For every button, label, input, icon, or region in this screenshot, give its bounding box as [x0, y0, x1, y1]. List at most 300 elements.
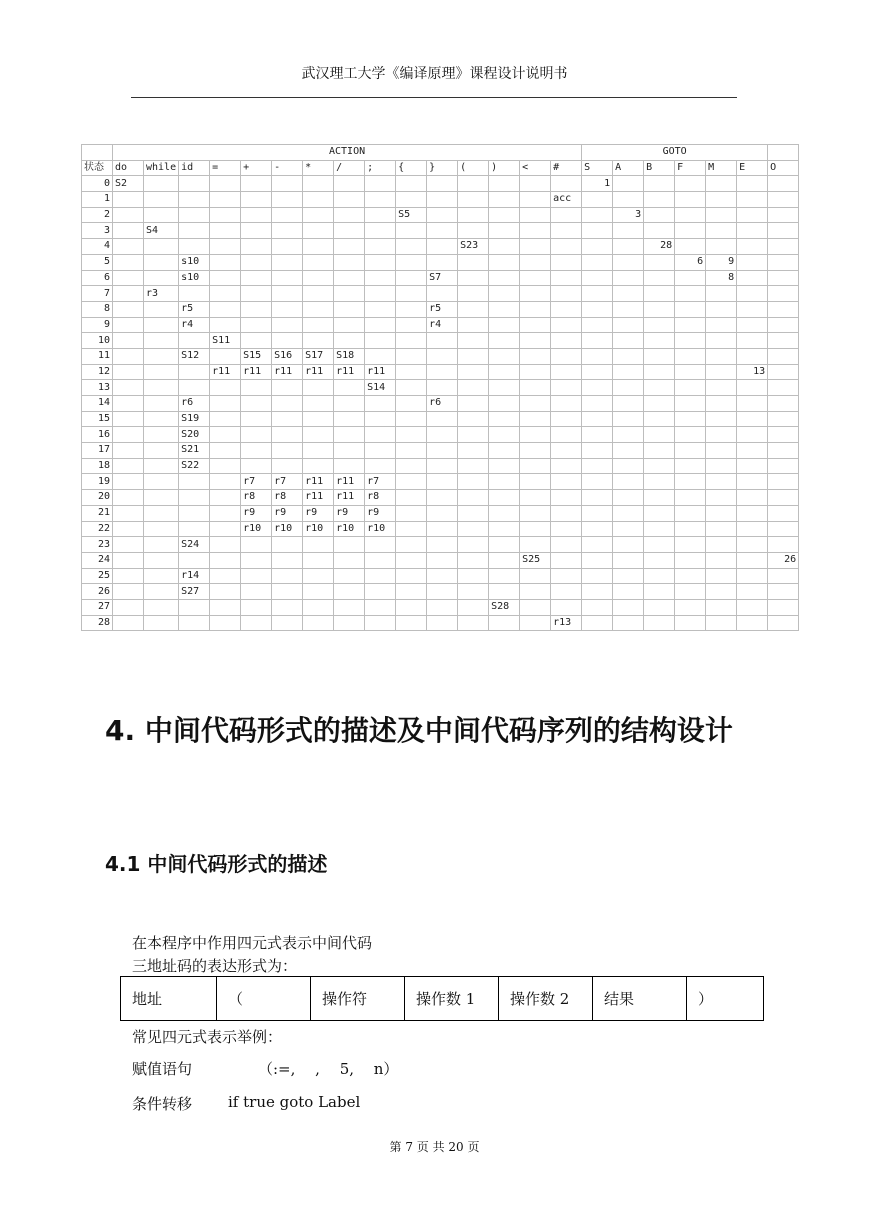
table-cell — [334, 270, 365, 286]
table-cell — [675, 584, 706, 600]
table-cell — [303, 286, 334, 302]
table-cell — [113, 348, 144, 364]
table-cell — [768, 599, 799, 615]
table-cell — [551, 207, 582, 223]
table-cell — [582, 396, 613, 412]
table-cell — [365, 443, 396, 459]
table-cell — [768, 207, 799, 223]
form-line: 三地址码的表达形式为： — [132, 957, 298, 975]
table-cell — [458, 176, 489, 192]
table-cell — [396, 521, 427, 537]
table-cell — [144, 254, 179, 270]
table-cell — [675, 348, 706, 364]
table-cell — [489, 584, 520, 600]
column-header: O — [768, 160, 799, 176]
table-cell — [303, 223, 334, 239]
table-cell — [365, 223, 396, 239]
table-cell — [551, 490, 582, 506]
table-cell — [365, 427, 396, 443]
table-cell — [179, 176, 210, 192]
table-cell — [737, 176, 768, 192]
table-cell — [210, 537, 241, 553]
state-cell: 25 — [82, 568, 113, 584]
table-cell: S19 — [179, 411, 210, 427]
table-cell — [272, 380, 303, 396]
quad-cell-result: 结果 — [593, 977, 687, 1021]
state-cell: 0 — [82, 176, 113, 192]
table-cell — [144, 458, 179, 474]
table-cell — [737, 552, 768, 568]
table-cell — [613, 490, 644, 506]
table-cell — [489, 286, 520, 302]
table-cell — [427, 333, 458, 349]
table-cell — [334, 317, 365, 333]
table-cell — [334, 458, 365, 474]
table-cell — [551, 552, 582, 568]
table-cell — [272, 396, 303, 412]
table-cell — [113, 411, 144, 427]
table-cell — [272, 584, 303, 600]
table-cell — [241, 537, 272, 553]
column-header: 状态 — [82, 160, 113, 176]
table-cell — [303, 192, 334, 208]
table-cell — [334, 286, 365, 302]
table-cell — [303, 537, 334, 553]
table-cell: r11 — [334, 364, 365, 380]
table-cell — [613, 301, 644, 317]
quad-cell-address: 地址 — [121, 977, 217, 1021]
table-cell — [144, 411, 179, 427]
table-cell — [644, 458, 675, 474]
table-cell — [582, 443, 613, 459]
table-cell: S18 — [334, 348, 365, 364]
table-cell — [427, 176, 458, 192]
table-cell: r9 — [272, 505, 303, 521]
table-cell — [489, 348, 520, 364]
state-cell: 17 — [82, 443, 113, 459]
table-cell — [179, 552, 210, 568]
table-cell — [113, 301, 144, 317]
table-cell: r7 — [272, 474, 303, 490]
state-cell: 16 — [82, 427, 113, 443]
table-cell — [272, 615, 303, 631]
table-cell — [427, 521, 458, 537]
table-cell — [737, 380, 768, 396]
table-cell — [272, 207, 303, 223]
table-cell — [396, 239, 427, 255]
table-cell: S15 — [241, 348, 272, 364]
table-cell — [520, 505, 551, 521]
table-cell — [675, 411, 706, 427]
quad-cell-operand2: 操作数 2 — [499, 977, 593, 1021]
table-cell — [241, 223, 272, 239]
group-blank-cell — [82, 145, 113, 161]
table-cell — [396, 301, 427, 317]
table-cell — [210, 254, 241, 270]
table-cell: 6 — [675, 254, 706, 270]
table-cell — [210, 239, 241, 255]
state-cell: 10 — [82, 333, 113, 349]
table-cell — [489, 474, 520, 490]
table-cell — [551, 458, 582, 474]
table-cell — [551, 443, 582, 459]
table-cell: s10 — [179, 270, 210, 286]
table-cell — [737, 333, 768, 349]
table-cell — [520, 615, 551, 631]
table-cell — [706, 223, 737, 239]
table-cell — [520, 584, 551, 600]
table-cell — [706, 427, 737, 443]
state-cell: 9 — [82, 317, 113, 333]
table-cell — [113, 599, 144, 615]
table-cell — [144, 474, 179, 490]
table-cell — [613, 380, 644, 396]
table-cell — [706, 333, 737, 349]
table-cell — [737, 615, 768, 631]
table-cell — [675, 317, 706, 333]
table-cell — [458, 207, 489, 223]
table-cell — [144, 505, 179, 521]
table-cell — [706, 490, 737, 506]
table-cell — [551, 317, 582, 333]
table-cell — [241, 599, 272, 615]
section-heading: 4. 中间代码形式的描述及中间代码序列的结构设计 — [105, 714, 733, 747]
table-cell — [737, 568, 768, 584]
table-row — [82, 286, 799, 302]
table-cell — [675, 537, 706, 553]
table-row — [82, 207, 799, 223]
table-cell — [551, 301, 582, 317]
table-cell — [396, 333, 427, 349]
table-cell: S4 — [144, 223, 179, 239]
table-cell — [675, 301, 706, 317]
table-cell — [768, 317, 799, 333]
table-row — [82, 192, 799, 208]
table-cell — [334, 568, 365, 584]
table-cell: r3 — [144, 286, 179, 302]
table-cell: r14 — [179, 568, 210, 584]
table-cell — [113, 396, 144, 412]
table-cell: 8 — [706, 270, 737, 286]
table-cell — [706, 192, 737, 208]
table-cell — [675, 176, 706, 192]
table-cell — [241, 207, 272, 223]
table-cell — [520, 521, 551, 537]
table-cell: S11 — [210, 333, 241, 349]
table-cell — [334, 254, 365, 270]
table-cell — [613, 364, 644, 380]
state-cell: 8 — [82, 301, 113, 317]
table-cell — [144, 301, 179, 317]
table-cell — [334, 333, 365, 349]
quad-cell-operator: 操作符 — [311, 977, 405, 1021]
table-cell — [613, 286, 644, 302]
table-cell: r10 — [303, 521, 334, 537]
table-cell: r9 — [334, 505, 365, 521]
table-cell — [427, 348, 458, 364]
table-cell — [489, 254, 520, 270]
table-cell — [706, 458, 737, 474]
state-cell: 4 — [82, 239, 113, 255]
table-cell — [113, 286, 144, 302]
table-cell — [582, 490, 613, 506]
table-cell — [675, 568, 706, 584]
table-row — [82, 239, 799, 255]
table-cell — [706, 443, 737, 459]
state-cell: 22 — [82, 521, 113, 537]
table-cell: S7 — [427, 270, 458, 286]
table-cell: S5 — [396, 207, 427, 223]
quad-cell-close-paren: ） — [687, 977, 764, 1021]
table-cell — [613, 254, 644, 270]
table-cell — [706, 584, 737, 600]
table-cell — [458, 333, 489, 349]
header-rule — [131, 97, 737, 98]
table-column-header-row — [82, 160, 799, 176]
table-cell — [737, 270, 768, 286]
table-cell — [706, 380, 737, 396]
table-cell — [768, 333, 799, 349]
table-cell — [489, 364, 520, 380]
table-cell — [613, 270, 644, 286]
table-cell — [210, 552, 241, 568]
table-cell — [365, 411, 396, 427]
table-cell — [520, 599, 551, 615]
table-row — [82, 317, 799, 333]
table-cell: r10 — [365, 521, 396, 537]
table-cell — [613, 458, 644, 474]
column-header: E — [737, 160, 768, 176]
table-cell — [458, 490, 489, 506]
state-cell: 19 — [82, 474, 113, 490]
state-cell: 21 — [82, 505, 113, 521]
table-cell — [210, 380, 241, 396]
column-header: = — [210, 160, 241, 176]
state-cell: 14 — [82, 396, 113, 412]
table-cell — [644, 521, 675, 537]
table-cell — [113, 521, 144, 537]
table-cell — [396, 599, 427, 615]
table-cell — [520, 490, 551, 506]
group-blank-cell — [768, 145, 799, 161]
table-cell — [551, 568, 582, 584]
table-cell — [644, 333, 675, 349]
table-cell — [613, 192, 644, 208]
table-cell — [241, 396, 272, 412]
table-cell — [768, 364, 799, 380]
goto-group-header: GOTO — [582, 145, 768, 161]
table-row — [82, 615, 799, 631]
table-cell — [489, 411, 520, 427]
table-cell — [179, 333, 210, 349]
table-cell — [241, 458, 272, 474]
table-cell — [613, 552, 644, 568]
table-cell — [675, 552, 706, 568]
table-cell — [737, 537, 768, 553]
column-header: ( — [458, 160, 489, 176]
table-cell — [144, 317, 179, 333]
table-cell — [489, 270, 520, 286]
table-cell — [365, 552, 396, 568]
table-cell — [396, 537, 427, 553]
table-cell — [427, 239, 458, 255]
table-cell — [179, 364, 210, 380]
table-cell — [737, 317, 768, 333]
table-cell — [396, 348, 427, 364]
table-cell — [737, 254, 768, 270]
table-cell — [768, 458, 799, 474]
table-cell — [551, 380, 582, 396]
table-cell — [303, 176, 334, 192]
table-cell: 26 — [768, 552, 799, 568]
table-cell: r6 — [179, 396, 210, 412]
table-cell — [396, 192, 427, 208]
table-cell — [144, 568, 179, 584]
table-cell — [737, 192, 768, 208]
table-cell — [272, 458, 303, 474]
table-cell — [644, 537, 675, 553]
table-cell — [365, 537, 396, 553]
state-cell: 5 — [82, 254, 113, 270]
table-cell: 1 — [582, 176, 613, 192]
table-cell — [272, 239, 303, 255]
table-cell — [644, 176, 675, 192]
table-cell — [520, 348, 551, 364]
table-cell — [396, 411, 427, 427]
table-cell: S25 — [520, 552, 551, 568]
table-cell: r7 — [365, 474, 396, 490]
table-cell — [458, 317, 489, 333]
table-row — [82, 380, 799, 396]
table-cell — [144, 396, 179, 412]
table-cell — [768, 474, 799, 490]
table-cell — [113, 380, 144, 396]
table-cell — [582, 364, 613, 380]
table-cell — [303, 568, 334, 584]
table-cell — [458, 396, 489, 412]
table-cell — [675, 505, 706, 521]
page-footer: 第 7 页 共 20 页 — [389, 1140, 480, 1154]
state-cell: 1 — [82, 192, 113, 208]
table-cell — [613, 474, 644, 490]
table-cell — [272, 270, 303, 286]
table-cell — [303, 599, 334, 615]
table-cell — [396, 364, 427, 380]
state-cell: 28 — [82, 615, 113, 631]
table-cell — [334, 537, 365, 553]
table-cell — [427, 207, 458, 223]
table-cell — [427, 286, 458, 302]
subsection-heading: 4.1 中间代码形式的描述 — [105, 852, 328, 876]
table-cell — [427, 192, 458, 208]
table-cell — [241, 584, 272, 600]
table-cell — [675, 443, 706, 459]
table-cell — [241, 411, 272, 427]
table-cell: r10 — [334, 521, 365, 537]
table-cell — [210, 599, 241, 615]
table-cell — [144, 599, 179, 615]
table-cell: S27 — [179, 584, 210, 600]
table-cell — [520, 380, 551, 396]
table-cell — [113, 537, 144, 553]
table-row — [82, 223, 799, 239]
table-cell — [520, 568, 551, 584]
table-cell — [644, 207, 675, 223]
state-cell: 11 — [82, 348, 113, 364]
table-cell — [706, 176, 737, 192]
table-cell — [272, 443, 303, 459]
table-cell — [582, 458, 613, 474]
table-cell — [303, 411, 334, 427]
table-cell — [458, 270, 489, 286]
table-cell — [113, 615, 144, 631]
table-cell: r11 — [334, 490, 365, 506]
table-cell — [179, 521, 210, 537]
table-cell — [210, 192, 241, 208]
table-cell — [737, 207, 768, 223]
table-cell — [520, 396, 551, 412]
table-cell — [613, 521, 644, 537]
table-cell — [737, 411, 768, 427]
table-cell — [520, 317, 551, 333]
table-cell — [644, 584, 675, 600]
table-cell — [582, 207, 613, 223]
table-cell — [144, 207, 179, 223]
table-cell — [613, 427, 644, 443]
table-cell — [241, 380, 272, 396]
table-cell — [613, 599, 644, 615]
column-header: * — [303, 160, 334, 176]
table-cell — [458, 505, 489, 521]
table-cell — [272, 427, 303, 443]
table-cell — [303, 552, 334, 568]
table-cell — [489, 223, 520, 239]
table-cell — [144, 348, 179, 364]
table-cell — [613, 584, 644, 600]
table-cell — [113, 317, 144, 333]
table-cell — [458, 615, 489, 631]
table-row — [82, 364, 799, 380]
table-cell — [489, 505, 520, 521]
table-group-header-row — [82, 145, 799, 161]
table-cell — [706, 364, 737, 380]
table-cell — [520, 301, 551, 317]
table-cell — [520, 333, 551, 349]
table-cell — [396, 552, 427, 568]
table-cell — [644, 490, 675, 506]
column-header: B — [644, 160, 675, 176]
quad-cell-open-paren: （ — [217, 977, 311, 1021]
table-cell — [303, 458, 334, 474]
table-cell — [241, 615, 272, 631]
table-cell — [582, 584, 613, 600]
table-cell: r5 — [179, 301, 210, 317]
state-cell: 3 — [82, 223, 113, 239]
table-cell — [396, 396, 427, 412]
table-cell — [241, 317, 272, 333]
table-cell — [768, 301, 799, 317]
table-cell — [644, 364, 675, 380]
table-row — [82, 474, 799, 490]
table-cell — [737, 584, 768, 600]
table-cell — [520, 474, 551, 490]
table-cell: S17 — [303, 348, 334, 364]
table-cell — [179, 505, 210, 521]
table-cell — [365, 615, 396, 631]
table-cell: S14 — [365, 380, 396, 396]
table-cell — [241, 176, 272, 192]
table-cell — [520, 364, 551, 380]
